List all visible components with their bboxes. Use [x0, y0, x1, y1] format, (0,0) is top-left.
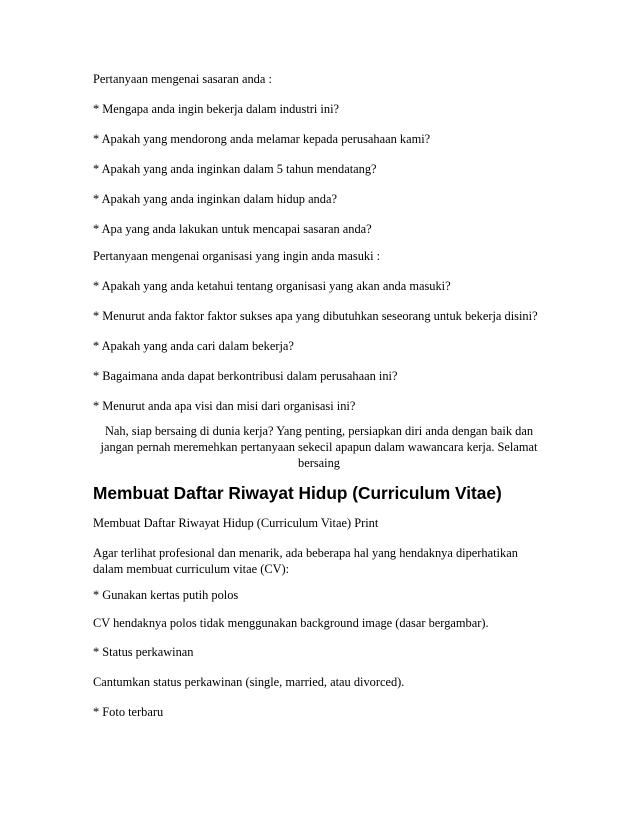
question-item: * Apa yang anda lakukan untuk mencapai sasaran anda? [93, 222, 372, 236]
closing-line: bersaing [298, 456, 340, 470]
cv-intro-line: Agar terlihat profesional dan menarik, ada beberapa hal yang hendaknya diperhatikan [93, 546, 518, 560]
cv-tip: * Foto terbaru [93, 705, 164, 719]
section-heading: Membuat Daftar Riwayat Hidup (Curriculum Vitae) [93, 483, 502, 503]
cv-intro-line: dalam membuat curriculum vitae (CV): [93, 562, 290, 576]
question-item: * Mengapa anda ingin bekerja dalam industri ini? [93, 102, 340, 116]
question-item: * Apakah yang anda cari dalam bekerja? [93, 339, 294, 353]
question-item: * Menurut anda faktor faktor sukses apa yang dibutuhkan seseorang untuk bekerja disini? [93, 309, 538, 323]
cv-tip: CV hendaknya polos tidak menggunakan background image (dasar bergambar). [93, 616, 489, 630]
question-item: * Apakah yang anda inginkan dalam hidup anda? [93, 192, 337, 206]
question-item: * Bagaimana anda dapat berkontribusi dalam perusahaan ini? [93, 369, 398, 383]
cv-subtitle: Membuat Daftar Riwayat Hidup (Curriculum Vitae) Print [93, 516, 379, 530]
closing-line: Nah, siap bersaing di dunia kerja? Yang penting, persiapkan diri anda dengan baik dan [104, 424, 534, 438]
closing-line: jangan pernah meremehkan pertanyaan sekecil apapun dalam wawancara kerja. Selamat [100, 440, 538, 454]
cv-tip: Cantumkan status perkawinan (single, married, atau divorced). [93, 675, 405, 689]
section2-intro: Pertanyaan mengenai organisasi yang ingin anda masuki : [93, 249, 381, 263]
question-item: * Menurut anda apa visi dan misi dari organisasi ini? [93, 399, 356, 413]
section1-intro: Pertanyaan mengenai sasaran anda : [93, 72, 272, 86]
cv-tip: * Gunakan kertas putih polos [93, 588, 239, 602]
cv-tip: * Status perkawinan [93, 645, 194, 659]
question-item: * Apakah yang anda ketahui tentang organisasi yang akan anda masuki? [93, 279, 451, 293]
question-item: * Apakah yang mendorong anda melamar kepada perusahaan kami? [93, 132, 431, 146]
question-item: * Apakah yang anda inginkan dalam 5 tahun mendatang? [93, 162, 377, 176]
